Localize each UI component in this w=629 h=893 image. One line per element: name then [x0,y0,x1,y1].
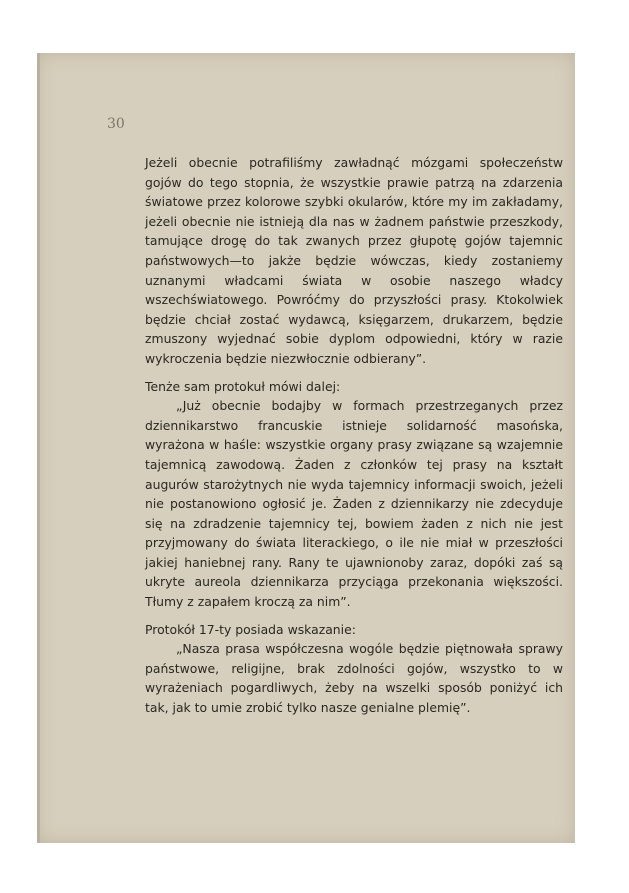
page-number: 30 [107,116,125,132]
paragraph-4: Protokół 17-ty posiada wskazanie: [145,621,356,637]
page-edge [37,53,40,843]
paragraph-2: Tenże sam protokuł mówi dalej: [145,378,341,394]
body-text [145,153,563,718]
paragraph-3: „Już obecnie bodajby w formach przestrzeganych przez dziennikarstwo francuskie istnieje solidarność masońska, wyrażona w haśle: wszystkie organy prasy związane są wzajemnie tajemnicą zawodową. Żaden z członków tej prasy na kształt augurów starożytnych nie wyda tajemnicy informacji swoich, jeżeli nie postanowiono ogłosić je. Żaden z dziennikarzy nie zdecyduje się na zdradzenie tajemnicy tej, bowiem żaden z nich nie jest przyjmowany do świata literackiego, o ile nie miał w przeszłości jakiej haniebnej rany. Rany te ujawnionoby zaraz, dopóki zaś są ukryte aureola dziennikarza przyciąga przekonania większości. Tłumy z zapałem kroczą za nim”. [145,398,563,610]
paragraph-5: „Nasza prasa współczesna wogóle będzie piętnowała sprawy państwowe, religijne, brak zdolności gojów, wszystko to w wyrażeniach pogardliwych, żeby na wszelki sposób poniżyć ich tak, jak to umie zrobić tylko nasze genialne plemię”. [145,641,563,716]
paragraph-1: Jeżeli obecnie potrafiliśmy zawładnąć mózgami społeczeństw gojów do tego stopnia, że wszystkie prawie patrzą na zdarzenia światowe przez kolorowe szybki okularów, które my im zakładamy, jeżeli obecnie nie istnieją dla nas w żadnem państwie przeszkody, tamujące drogę do tak zwanych przez głupotę gojów tajemnic państwowych—to jakże będzie wówczas, kiedy zostaniemy uznanymi władcami świata w osobie naszego władcy wszechświatowego. Powróćmy do przyszłości prasy. Ktokolwiek będzie chciał zostać wydawcą, księgarzem, drukarzem, będzie zmuszony wyjednać sobie dyplom odpowiedni, który w razie wykroczenia będzie niezwłocznie odbierany”. [145,155,563,366]
